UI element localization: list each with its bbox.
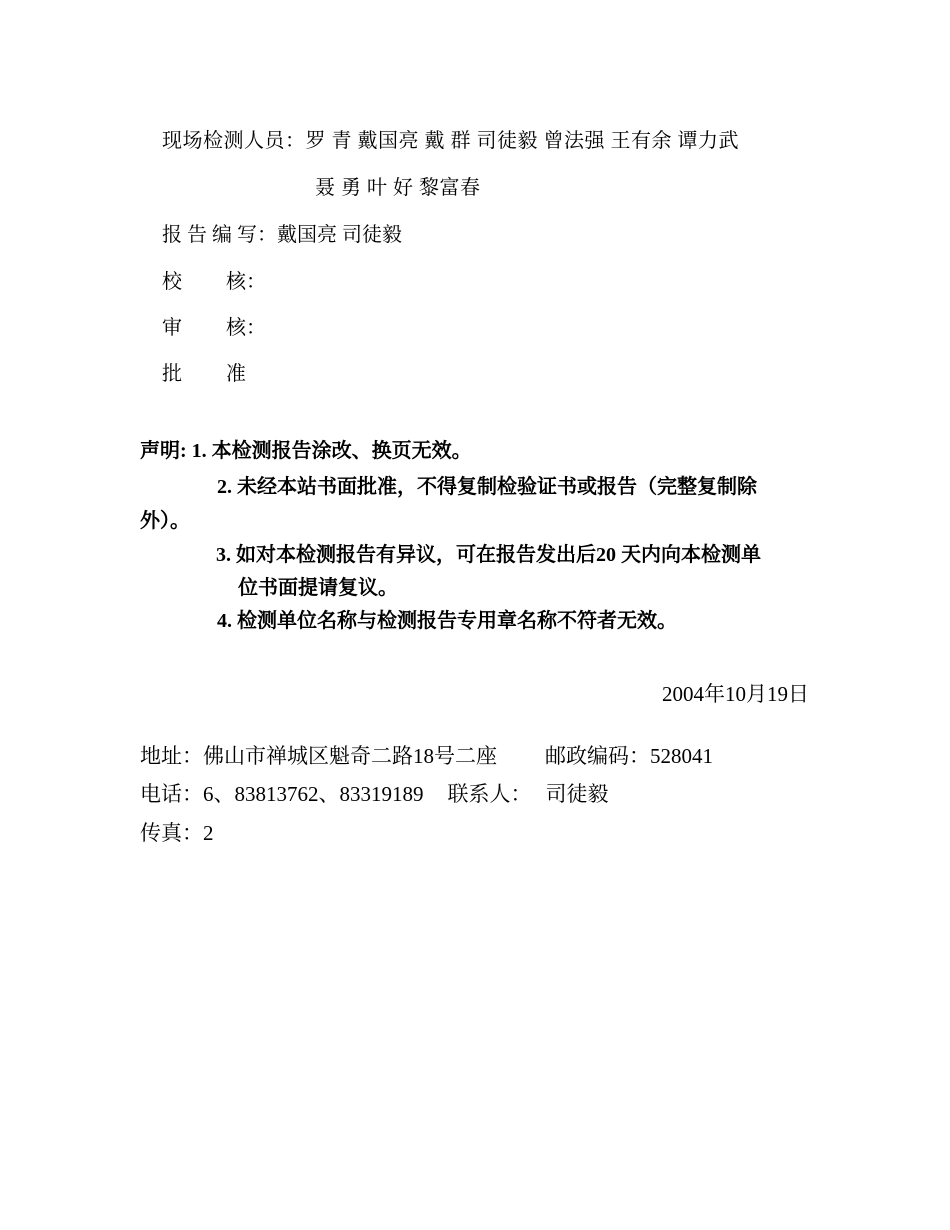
address-row [140,744,713,768]
fax-label: 传真： [140,821,203,845]
fax-value: 2 [203,821,214,845]
postcode-label: 邮政编码： [545,744,650,768]
audit-row [162,316,266,340]
writer-row [162,223,402,247]
tel-row [140,782,609,806]
contact-person: 司徒毅 [545,782,609,806]
approve-label-char1: 批 [162,363,182,385]
check-row [162,270,266,294]
fax-row [140,821,214,845]
writer-names: 戴国亮 司徒毅 [277,224,402,246]
declaration-item-2-line1: 2. 未经本站书面批准，不得复制检验证书或报告（完整复制除 [217,476,757,498]
staff-label: 现场检测人员： [162,130,306,152]
approve-row [162,362,246,386]
declaration-item1-text: 1. 本检测报告涂改、换页无效。 [191,440,472,462]
audit-label-char1: 审 [162,317,182,339]
approve-label-char2: 准 [226,363,246,385]
postcode-value: 528041 [650,744,713,768]
declaration-label: 声明: [140,440,192,462]
declaration-item-2-line2: 外）。 [140,510,190,532]
staff-names-row1: 罗 青 戴国亮 戴 群 司徒毅 曾法强 王有余 谭力武 [305,130,739,152]
staff-row [162,129,739,153]
check-label-char2: 核： [226,271,266,293]
address-label: 地址： [140,744,203,768]
declaration-item-1 [140,439,472,463]
contact-label: 联系人： [447,782,532,806]
writer-label: 报 告 编 写： [162,224,277,246]
declaration-item-3-line2: 位书面提请复议。 [238,577,398,599]
tel-label: 电话： [140,782,203,806]
check-label-char1: 校 [162,271,182,293]
staff-names-row2: 聂 勇 叶 好 黎富春 [315,177,481,199]
tel-value: 6、83813762、83319189 [203,782,424,806]
audit-label-char2: 核： [226,317,266,339]
declaration-item-3-line1: 3. 如对本检测报告有异议，可在报告发出后20 天内向本检测单 [216,544,761,566]
report-date: 2004年10月19日 [662,682,809,706]
declaration-item-4: 4. 检测单位名称与检测报告专用章名称不符者无效。 [217,610,677,632]
address-value: 佛山市禅城区魁奇二路18号二座 [203,744,497,768]
